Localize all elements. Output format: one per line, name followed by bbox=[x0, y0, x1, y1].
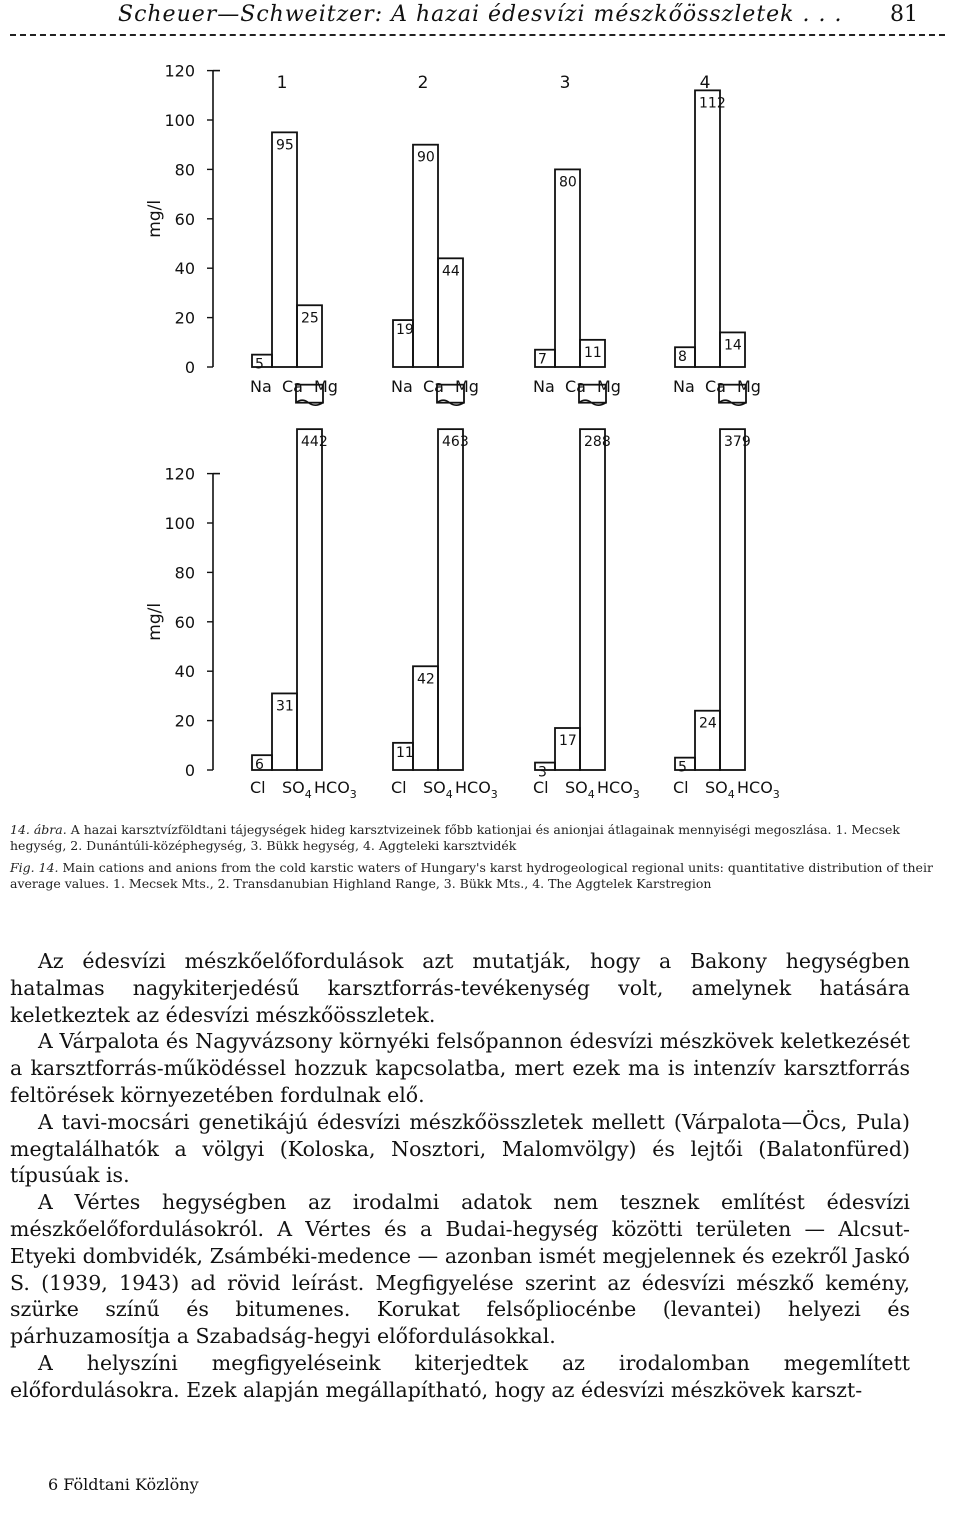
category-label: Cl bbox=[391, 778, 407, 797]
bar-value-label: 14 bbox=[724, 337, 742, 354]
page-number: 81 bbox=[890, 2, 918, 27]
bar-value-label: 31 bbox=[276, 698, 294, 715]
category-label: Na bbox=[391, 377, 413, 396]
bar-value-label: 5 bbox=[255, 356, 264, 373]
y-tick-label: 60 bbox=[174, 612, 195, 632]
bar-value-label: 11 bbox=[584, 344, 602, 361]
category-label: Na bbox=[533, 377, 555, 396]
category-label: Cl bbox=[533, 778, 549, 797]
bar-value-label: 463 bbox=[442, 434, 469, 451]
group-number-label: 2 bbox=[417, 73, 429, 93]
paragraph: A helyszíni megfigyeléseink kiterjedtek az irodalomban megemlített előfordulásokra. Ezek alapján megállapítható, hogy az édesvízi mészkövek karszt- bbox=[10, 1350, 910, 1402]
category-label: $SO_4$ bbox=[565, 778, 595, 801]
y-tick-label: 40 bbox=[174, 259, 195, 279]
category-label: Mg bbox=[455, 377, 479, 396]
bar bbox=[297, 429, 322, 770]
caption-hu-label: 14. ábra. bbox=[10, 822, 67, 837]
y-tick-label: 0 bbox=[184, 761, 195, 780]
bar-value-label: 7 bbox=[538, 351, 547, 368]
caption-en-label: Fig. 14. bbox=[10, 860, 59, 875]
y-tick-label: 20 bbox=[174, 308, 195, 328]
category-label: Na bbox=[673, 377, 695, 396]
running-title: Scheuer—Schweitzer: A hazai édesvízi mészkőösszletek . . . bbox=[118, 2, 843, 27]
category-label: $HCO_3$ bbox=[597, 778, 640, 801]
y-tick-label: 120 bbox=[164, 464, 195, 484]
category-label: Cl bbox=[250, 778, 266, 797]
category-label: Na bbox=[250, 377, 272, 396]
bar-value-label: 80 bbox=[559, 174, 577, 191]
bar bbox=[438, 429, 463, 770]
bar-value-label: 90 bbox=[417, 149, 435, 166]
caption-hu-text: A hazai karsztvízföldtani tájegységek hideg karsztvizeinek főbb kationjai és anionjai átlagainak mennyiségi megoszlása. 1. Mecsek hegység, 2. Dunántúli-középhegység, 3. Bükk hegység, 4. Aggteleki karsztvidék bbox=[10, 822, 900, 853]
category-label: Mg bbox=[314, 377, 338, 396]
category-label: $HCO_3$ bbox=[455, 778, 498, 801]
bar bbox=[695, 90, 720, 367]
bar bbox=[272, 132, 297, 367]
caption-english bbox=[10, 860, 940, 892]
bar-value-label: 24 bbox=[699, 715, 717, 732]
caption-hungarian bbox=[10, 822, 940, 854]
bar-value-label: 442 bbox=[301, 434, 328, 451]
footer-signature: 6 Földtani Közlöny bbox=[48, 1475, 199, 1494]
bar-value-label: 17 bbox=[559, 733, 577, 750]
category-label: $SO_4$ bbox=[705, 778, 735, 801]
y-tick-label: 60 bbox=[174, 209, 195, 229]
bar-value-label: 288 bbox=[584, 434, 611, 451]
category-label: $SO_4$ bbox=[282, 778, 312, 801]
y-axis-label: mg/l bbox=[145, 199, 165, 238]
bar-value-label: 3 bbox=[538, 764, 547, 781]
category-label: Ca bbox=[423, 377, 444, 396]
bar-value-label: 379 bbox=[724, 434, 751, 451]
bar bbox=[413, 145, 438, 367]
y-tick-label: 100 bbox=[164, 111, 195, 130]
y-tick-label: 80 bbox=[174, 160, 195, 180]
category-label: $HCO_3$ bbox=[314, 778, 357, 801]
bar-value-label: 42 bbox=[417, 671, 435, 688]
paragraph: Az édesvízi mészkőelőfordulások azt mutatják, hogy a Bakony hegységben hatalmas nagykiterjedésű karsztforrás-tevékenység volt, amelynek hatására keletkeztek az édesvízi mészkőösszletek. bbox=[10, 949, 910, 1027]
y-tick-label: 80 bbox=[174, 563, 195, 583]
bar-value-label: 8 bbox=[678, 349, 687, 366]
bar-value-label: 5 bbox=[678, 759, 687, 776]
bar bbox=[555, 169, 580, 367]
body-text bbox=[10, 948, 910, 1404]
bar-value-label: 19 bbox=[396, 322, 414, 339]
bar-value-label: 112 bbox=[699, 95, 726, 112]
category-label: $SO_4$ bbox=[423, 778, 453, 801]
bar-value-label: 95 bbox=[276, 137, 294, 154]
group-number-label: 3 bbox=[559, 73, 571, 93]
category-label: $HCO_3$ bbox=[737, 778, 780, 801]
bar-value-label: 11 bbox=[396, 744, 414, 761]
category-label: Cl bbox=[673, 778, 689, 797]
category-label: Ca bbox=[705, 377, 726, 396]
y-tick-label: 20 bbox=[174, 711, 195, 731]
bar-value-label: 25 bbox=[301, 310, 319, 327]
bar-value-label: 6 bbox=[255, 757, 264, 774]
y-tick-label: 120 bbox=[164, 61, 195, 81]
y-tick-label: 40 bbox=[174, 662, 195, 682]
bar-value-label: 44 bbox=[442, 263, 460, 280]
category-label: Ca bbox=[565, 377, 586, 396]
y-tick-label: 100 bbox=[164, 514, 195, 533]
category-label: Mg bbox=[737, 377, 761, 396]
y-tick-label: 0 bbox=[184, 358, 195, 377]
category-label: Mg bbox=[597, 377, 621, 396]
y-axis-label: mg/l bbox=[145, 602, 165, 641]
group-number-label: 4 bbox=[699, 73, 711, 93]
paragraph: A Vértes hegységben az irodalmi adatok nem tesznek említést édesvízi mészkőelőfordulásokról. A Vértes és a Budai-hegység közötti területen — Alcsut-Etyeki dombvidék, Zsámbéki-medence — azonban ismét megjelennek és ezekről Jaskó S. (1939, 1943) ad rövid leírást. Megfigyelése szerint az édesvízi mészkő kemény, szürke színű és bitumenes. Korukat felsőpliocénbe (levantei) helyezi és párhuzamosítja a Szabadság-hegyi előfordulásokkal. bbox=[10, 1190, 910, 1349]
caption-en-text: Main cations and anions from the cold karstic waters of Hungary's karst hydrogeological regional units: quantitative distribution of their average values. 1. Mecsek Mts., 2. Transdanubian Highland Range, 3. Bükk Mts., 4. The Aggtelek Karstregion bbox=[10, 860, 933, 891]
paragraph: A tavi-mocsári genetikájú édesvízi mészkőösszletek mellett (Várpalota—Öcs, Pula) megtalálhatók a völgyi (Koloska, Nosztori, Malomvölgy) és lejtői (Balatonfüred) típusúak is. bbox=[10, 1109, 910, 1188]
category-label: Ca bbox=[282, 377, 303, 396]
paragraph: A Várpalota és Nagyvázsony környéki felsőpannon édesvízi mészkövek keletkezését a karsztforrás-működéssel hozzuk kapcsolatba, mert ezek ma is intenzív karsztforrás feltörések környezetében fordulnak elő. bbox=[10, 1029, 910, 1107]
bar bbox=[720, 429, 745, 770]
group-number-label: 1 bbox=[276, 73, 288, 93]
bar bbox=[580, 429, 605, 770]
